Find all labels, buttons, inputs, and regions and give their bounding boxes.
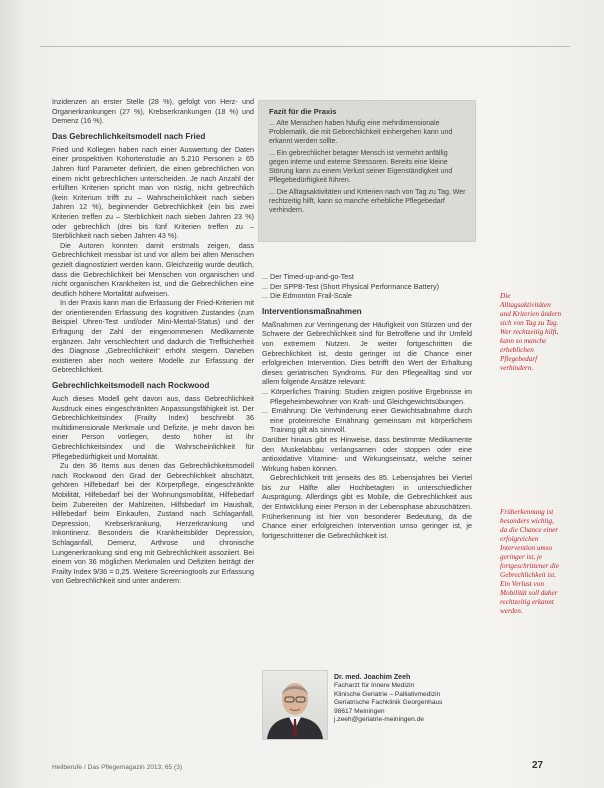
author-line: Geriatrische Fachklinik Georgenhaus	[334, 699, 443, 707]
list-item: ... Ernährung: Die Verhinderung einer Gewichtsabnahme durch eine proteinreiche Ernährung gemeinsam mit körperlichem Training gilt als sinnvoll.	[262, 406, 472, 435]
summary-item: ... Alte Menschen haben häufig eine mehrdimensionale Problematik, die mit Gebrechlichkeit einhergehen kann und erkannt werden sollte.	[269, 119, 467, 146]
heading-interventions: Interventionsmaßnahmen	[262, 306, 362, 316]
paragraph: Zu den 36 Items aus denen das Gebrechlichkeitsmodell nach Rockwood den Grad der Gebrechlichkeit abschätzt, gehören Hilfebedarf bei der Körperpflege, eingeschränkte Mobilität, Hilfebedarf bei der Wohnungsmobilität, Hilfebedarf beim Zubereiten der Mahlzeiten, Hilfsbedarf im Haushalt, Hilfebedarf beim Einkaufen, Zustand nach Schlaganfall, Depression, Krebserkrankung, Herzerkrankung und Inkontinenz. Besonders die Krankheitsbilder Depression, Schlaganfall, Demenz, Arthrose und chronische Lungenerkrankung sind eng mit Gebrechlichkeit assoziiert. Bei einem von 36 möglichen Merkmalen und Defiziten beträgt der Frailty Index 9/36 = 0,25. Weitere Screeningtools zur Erfassung von Gebrechlichkeit sind unter anderem:	[52, 461, 254, 586]
margin-note: Früherkennung ist besonders wichtig, da die Chance einer erfolgreichen Intervention umso geringer ist, je fortgeschrittener die Gebrechlichkeit ist. Ein Verlust von Mobilität soll daher rechtzeitig erkannt werden.	[500, 508, 559, 615]
paragraph: Darüber hinaus gibt es Hinweise, dass bestimmte Medikamente den Muskelabbau verlangsamen oder stoppen oder eine antioxidative Vitamine- und Wirkungseinsatz, welche seiner Wirkung haben können.	[262, 434, 472, 473]
author-line: 98617 Meiningen	[334, 707, 385, 715]
screening-tools-list	[262, 272, 472, 301]
author-name: Dr. med. Joachim Zeeh	[334, 674, 411, 681]
intervention-list	[262, 387, 472, 435]
paragraph: Gebrechlichkeit tritt jenseits des 85. Lebensjahres bei Viertel bis zur Hälfte aller Hochbetagten in unterschiedlicher Ausprägung. Allerdings gibt es Mobile, die Gebrechlichkeit aus der Entwicklung einer Person in der Lebensphase abzuschätzen. Früherkennung ist hier von besonderer Bedeutung, da die Chance einer erfolgreichen Intervention umso geringer ist, je fortgeschrittener die Gebrechlichkeit ist.	[262, 473, 472, 540]
page-number: 27	[532, 760, 544, 771]
column-right	[262, 272, 472, 540]
summary-list	[259, 119, 475, 215]
paragraph: Maßnahmen zur Verringerung der Häufigkeit von Stürzen und der Schwere der Gebrechlichkeit sind für Betroffene und ihr Umfeld von extremem Nutzen. Je weiter fortgeschritten die Gebrechlichkeit ist, desto geringer ist die Chance einer erfolgreichen Intervention. Dies betrifft den Wert der Erhaltung dieses geriatrischen Syndroms. Für den Pflegealltag sind vor allem folgende Ansätze relevant:	[262, 319, 472, 387]
intro-paragraph: Inzidenzen an erster Stelle (28 %), gefolgt von Herz- und Organerkrankungen (27 %), Krebserkrankungen (18 %) und Demenz (16 %).	[52, 97, 254, 126]
margin-note: Die Alltagsaktivitäten und Kriterien ändern sich von Tag zu Tag. Wer rechtzeitig hilft, kann so manche erheblichen Pflegebedarf verhindern.	[500, 292, 562, 372]
summary-box-title: Fazit für die Praxis	[269, 107, 337, 116]
author-line: Klinische Geriatrie – Palliativmedizin	[334, 690, 441, 698]
list-item: ... Körperliches Training: Studien zeigten positive Ergebnisse im Pflegeheimbewohner von Kraft- und Gleichgewichtsübungen.	[262, 387, 472, 406]
author-box	[262, 670, 472, 740]
summary-item: ... Ein gebrechlicher betagter Mensch ist vermehrt anfällig gegen interne und externe Stressoren. Bereits eine kleine Störung kann zu einem Verlust seiner Eigenständigkeit und Pflegebedürftigkeit führen.	[269, 149, 467, 185]
author-email: j.zeeh@geriatrie-meiningen.de	[334, 716, 424, 724]
summary-box	[258, 100, 476, 242]
heading-fried: Das Gebrechlichkeitsmodell nach Fried	[52, 131, 206, 141]
author-line: Facharzt für Innere Medizin	[334, 682, 415, 690]
list-item: ... Die Edmonton Frail-Scale	[262, 291, 472, 301]
heading-rockwood: Gebrechlichkeitsmodell nach Rockwood	[52, 381, 210, 391]
paragraph: Fried und Kollegen haben nach einer Auswertung der Daten einer prospektiven Kohortenstudie an 5.210 Personen ≥ 65 Jahren fünf Parameter definiert, die einen gebrechlichen von einem nicht gebrechlichen unterscheiden. Je nach Anzahl der erfüllten Kriterien spricht man von rüstig, nicht gebrechlich (kein Kriterium trifft zu – Wahrscheinlichkeit nach sieben Jahren 12 %), beginnender Gebrechlichkeit (ein bis zwei Kriterien treffen zu – Sterblichkeit nach sieben Jahren 23 %) oder gebrechlich (drei bis fünf Kriterien treffen zu – Sterblichkeit nach sieben Jahren 43 %).	[52, 144, 254, 241]
paragraph: In der Praxis kann man die Erfassung der Fried-Kriterien mit der orientierenden Erfassung des kognitiven Zustandes (zum Beispiel Uhren-Test und/oder Mini-Mental-Status) und der Erfragung der Zahl der eingenommenen Medikamente ergänzen. Jahr verschlechtert und dadurch die Treffsicherheit des Diagnose „Gebrechlichkeit“ erhöht steigern. Daneben existieren aber noch weitere Modelle zur Erfassung der Gebrechlichkeit.	[52, 298, 254, 375]
author-photo	[262, 670, 328, 740]
footer-citation: Heilberufe / Das Pflegemagazin 2013; 65 (3)	[52, 764, 183, 771]
column-left	[52, 97, 254, 586]
paragraph: Auch dieses Modell geht davon aus, dass Gebrechlichkeit Ausdruck eines eingeschränkten Anpassungsfähigkeit ist. Der Gebrechlichkeitsindex (Frailty Index) beschreibt 36 multidimensionale Merkmale und Defizite, je mehr davon bei einer Person vorliegen, desto höher ist ihr Gebrechlichkeitsindex und die Wahrscheinlichkeit für Pflegebedürftigkeit und Mortalität.	[52, 394, 254, 461]
paragraph: Die Autoren konnten damit erstmals zeigen, dass Gebrechlichkeit messbar ist und vor allem bei alten Menschen gezielt diagnostiziert werden kann. Gleichzeitig wurde deutlich, dass die Gebrechlichkeit bei Menschen von organischen und nicht organischen Krankheiten ist, und die Gebrechlichen eine deutlich höhere Mortalität aufweisen.	[52, 240, 254, 298]
author-details	[334, 674, 474, 724]
summary-item: ... Die Alltagsaktivitäten und Kriterien nach von Tag zu Tag. Wer rechtzeitig hilft, kann so manche erhebliche Pflegebedarf verhindern.	[269, 188, 467, 215]
header-rule	[40, 46, 570, 47]
list-item: ... Der SPPB-Test (Short Physical Performance Battery)	[262, 282, 472, 292]
list-item: ... Der Timed-up-and-go-Test	[262, 272, 472, 282]
